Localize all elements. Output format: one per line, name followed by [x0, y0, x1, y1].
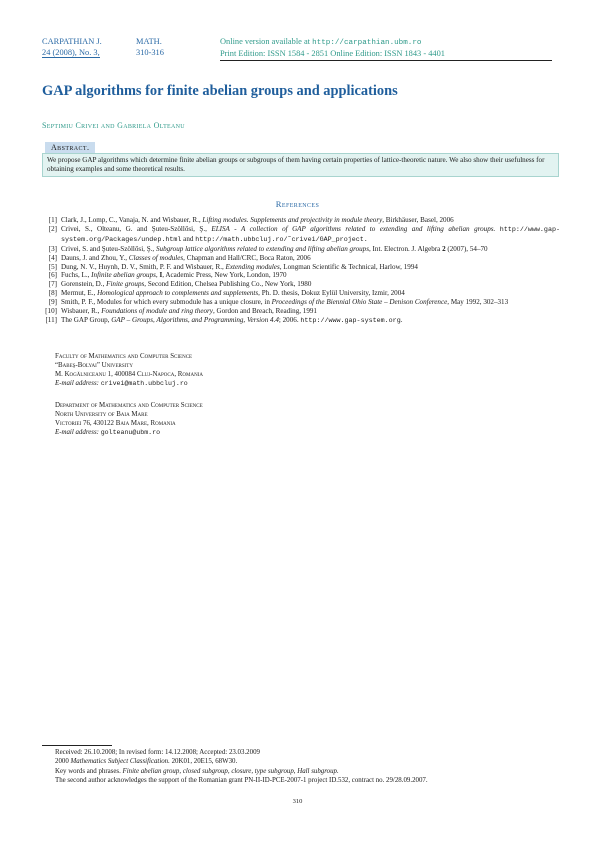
reference-item: [3] Crivei, S. and Şuteu-Szöllősi, Ş., Subgroup lattice algorithms related to extending and lifting abelian groups, Int. Electron. J. Algebra 2 (2007), 54–70 [48, 244, 488, 253]
journal-volume: 24 (2008), No. 3, [42, 47, 100, 57]
journal-pages: 310-316 [136, 47, 164, 57]
page-number: 310 [292, 798, 303, 805]
author-address-1: Faculty of Mathematics and Computer Science “Babeş-Bolyai” University M. Kogălniceanu 1, 400084 Cluj-Napoca, Romania E-mail address: crivei@math.ubbcluj.ro [55, 353, 203, 387]
header-rule [220, 60, 552, 61]
journal-math: MATH. [136, 37, 162, 46]
online-label: Online version available at [220, 37, 310, 46]
acknowledgement: The second author acknowledges the support of the Romanian grant PN-II-ID-PCE-2007-1 project ID.532, contract no. 29/28.09.2007. [55, 777, 428, 785]
abstract-text: We propose GAP algorithms which determine finite abelian groups or subgroups of them having certain properties of lattice-theoretic nature. We also show their usefulness for obtaining examples and some theoretical results. [42, 153, 559, 177]
author-address-2: Department of Mathematics and Computer Science North University of Baia Mare Victoriei 76, 430122 Baia Mare, Romania E-mail address: golteanu@ubm.ro [55, 402, 203, 436]
footnote [55, 748, 555, 786]
reference-item: [8] Mermut, E., Homological approach to complements and supplements, Ph. D. thesis, Dokuz Eylül University, Izmir, 2004 [48, 289, 405, 298]
references-heading: References [275, 199, 320, 209]
email-link[interactable]: crivei@math.ubbcluj.ro [100, 380, 188, 387]
footnote-rule [42, 745, 112, 746]
reference-url-link[interactable]: http://www.gap-system.org/Packages/undep.html [61, 225, 560, 244]
edition-info [220, 37, 445, 59]
reference-item: [5] Dung, N. V., Huynh, D. V., Smith, P. F. and Wisbauer, R., Extending modules, Longman Scientific & Technical, Harlow, 1994 [48, 262, 418, 271]
paper-title: GAP algorithms for finite abelian groups and applications [42, 83, 398, 99]
reference-url-link[interactable]: http://math.ubbcluj.ro/˜crivei/GAP_project. [195, 235, 368, 244]
received-dates: Received: 26.10.2008; In revised form: 14.12.2008; Accepted: 23.03.2009 [55, 749, 260, 756]
reference-item: [6] Fuchs, L., Infinite abelian groups, I, Academic Press, New York, London, 1970 [48, 271, 287, 280]
journal-name: CARPATHIAN J. [42, 37, 102, 46]
abstract-label: Abstract. [45, 142, 95, 153]
reference-item: [2] Crivei, S., Olteanu, G. and Şuteu-Szöllősi, Ş., ELISA - A collection of GAP algorithms related to extending and lifting abelian groups. http://www.gap-system.org/Packages/undep.html and http://math.ubbcluj.ro/˜crivei/GAP_project. [48, 224, 560, 244]
msc-classification: 2000 Mathematics Subject Classification. 20K01, 20E15, 68W30. [55, 758, 238, 766]
journal-header [42, 37, 196, 58]
reference-item: [10] Wisbauer, R., Foundations of module and ring theory, Gordon and Breach, Reading, 1991 [45, 307, 317, 316]
paper-authors: Septimiu Crivei and Gabriela Olteanu [42, 121, 185, 130]
reference-item: [11] The GAP Group, GAP – Groups, Algorithms, and Programming, Version 4.4; 2006. http://www.gap-system.org. [45, 315, 403, 325]
reference-item: [4] Dauns, J. and Zhou, Y., Classes of modules, Chapman and Hall/CRC, Boca Raton, 2006 [48, 253, 311, 262]
keywords: Key words and phrases. Finite abelian group, closed subgroup, closure, type subgroup, Hall subgroup. [55, 767, 339, 775]
reference-url-link[interactable]: http://www.gap-system.org [300, 316, 401, 325]
issn-line: Print Edition: ISSN 1584 - 2851 Online Edition: ISSN 1843 - 4401 [220, 48, 445, 58]
reference-item: [1] Clark, J., Lomp, C., Vanaja, N. and Wisbauer, R., Lifting modules. Supplements and projectivity in module theory, Birkhäuser, Basel, 2006 [48, 216, 454, 224]
reference-item: [7] Gorenstein, D., Finite groups, Second Edition, Chelsea Publishing Co., New York, 1980 [48, 280, 312, 289]
reference-list [40, 216, 560, 326]
online-url-link[interactable]: http://carpathian.ubm.ro [312, 39, 422, 47]
reference-item: [9] Smith, P. F., Modules for which every submodule has a unique closure, in Proceedings of the Biennial Ohio State – Denison Conference, May 1992, 302–313 [48, 298, 509, 307]
email-link[interactable]: golteanu@ubm.ro [100, 429, 161, 436]
